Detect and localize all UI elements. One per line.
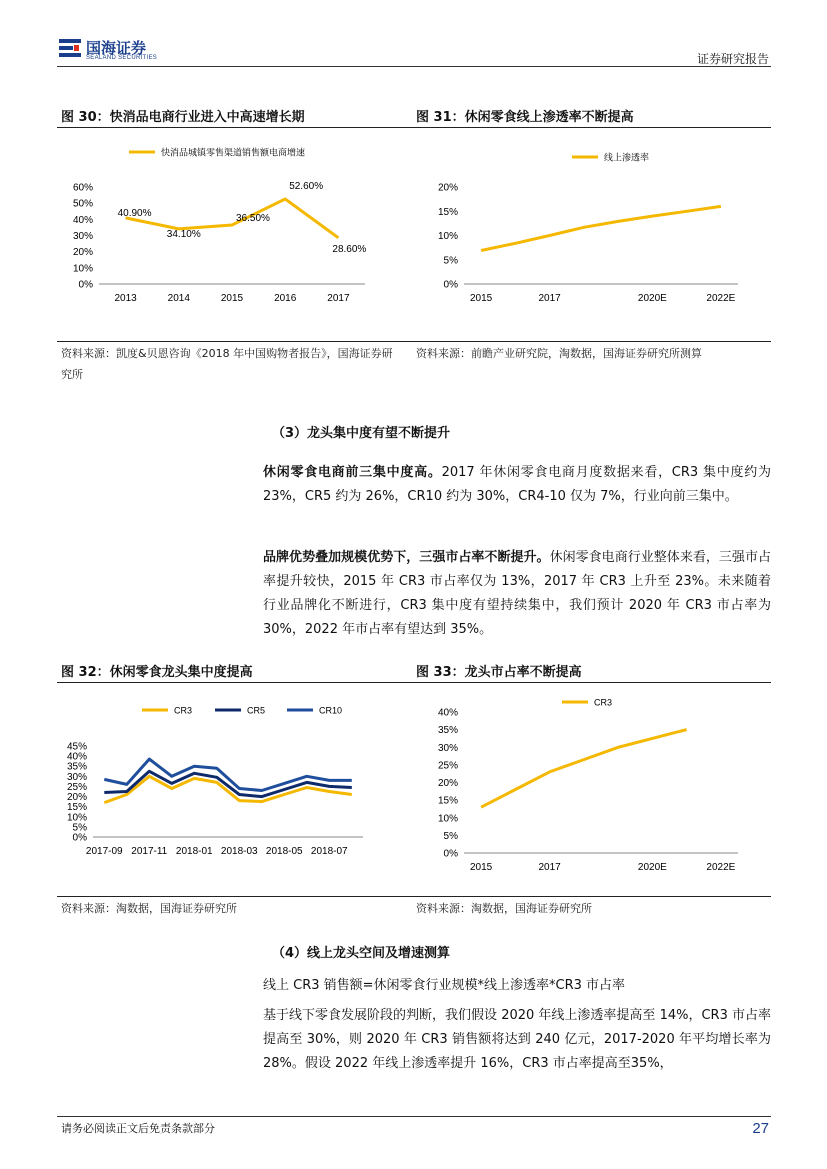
fig33-xtick-label: 2022E — [706, 862, 736, 873]
fig31-xtick-label: 2020E — [637, 293, 667, 304]
fig31-legend-label: 线上渗透率 — [604, 152, 650, 163]
section3-heading: （3）龙头集中度有望不断提升 — [272, 426, 451, 441]
fig32-ytick-label: 35% — [66, 761, 87, 773]
fig32-chart — [57, 685, 407, 865]
fig31-ytick-label: 10% — [437, 231, 458, 242]
fig30-data-label: 34.10% — [166, 228, 201, 240]
fig32-ytick-label: 25% — [66, 781, 87, 793]
fig32-ytick-label: 10% — [66, 812, 87, 824]
fig30-ytick-label: 40% — [72, 214, 93, 226]
fig30-ytick-label: 60% — [72, 182, 93, 194]
fig30-source: 资料来源：凯度&贝恩咨询《2018 年中国购物者报告》，国海证券研究所 — [61, 347, 393, 381]
fig33-xtick-label: 2020E — [637, 862, 667, 873]
fig30-data-label: 28.60% — [332, 243, 367, 255]
fig30-chart — [57, 130, 407, 340]
fig32-ytick-label: 20% — [66, 792, 87, 804]
fig31-series-line- — [481, 206, 721, 250]
fig30-xtick-label: 2017 — [327, 293, 350, 304]
footer-disclaimer: 请务必阅读正文后免责条款部分 — [61, 1122, 215, 1135]
footer-rule — [57, 1116, 771, 1117]
fig31-ytick-label: 15% — [437, 206, 458, 218]
fig32-legend-label: CR10 — [319, 705, 343, 716]
fig32-legend-label: CR5 — [247, 705, 266, 716]
fig30-xtick-label: 2016 — [274, 293, 297, 304]
fig30-ytick-label: 50% — [72, 198, 93, 210]
fig30-ytick-label: 10% — [72, 263, 93, 275]
section3-p2-body: 休闲零食电商行业整体来看，三强市占率提升较快，2015 年 CR3 市占率仅为 13%，2017 年 CR3 上升至 23%。未来随着行业品牌化不断进行，CR3 集中度有望持续集中，我们预计 2020 年 CR3 市占率为 30%，2022 年市占率有望达到 35%。 — [263, 550, 771, 637]
fig33-ytick-label: 15% — [437, 795, 458, 807]
section3-paragraph-1 — [263, 461, 771, 509]
fig31-chart — [412, 130, 771, 340]
fig31-ytick-label: 0% — [443, 279, 458, 291]
report-type: 证券研究报告 — [696, 52, 769, 66]
fig33-ytick-label: 30% — [437, 742, 458, 754]
fig32-xtick-label: 2017-09 — [85, 846, 123, 857]
fig33-ytick-label: 10% — [437, 813, 458, 825]
fig33-xtick-label: 2015 — [470, 862, 493, 873]
fig30-ytick-label: 20% — [72, 247, 93, 259]
fig33-legend-label: CR3 — [594, 697, 613, 708]
fig31-source: 资料来源：前瞻产业研究院，淘数据，国海证券研究所测算 — [416, 347, 702, 360]
fig32-ytick-label: 45% — [66, 741, 87, 753]
fig30-title: 图 30：快消品电商行业进入中高速增长期 — [61, 110, 305, 125]
fig33-chart — [412, 685, 771, 875]
fig30-legend-label: 快消品城镇零售渠道销售额电商增速 — [161, 147, 306, 158]
fig32-source: 资料来源：淘数据，国海证券研究所 — [61, 902, 237, 915]
fig33-ytick-label: 0% — [443, 848, 458, 860]
fig-row2-bottom-rule — [57, 896, 771, 897]
fig32-legend-label: CR3 — [174, 705, 193, 716]
fig31-xtick-label: 2015 — [470, 293, 493, 304]
fig33-title: 图 33：龙头市占率不断提高 — [416, 665, 582, 680]
fig30-ytick-label: 30% — [72, 231, 93, 242]
logo-text: 国海证券 — [86, 39, 147, 57]
fig33-ytick-label: 25% — [437, 760, 458, 772]
fig30-data-label: 36.50% — [236, 212, 270, 224]
fig33-ytick-label: 5% — [443, 830, 458, 842]
fig33-ytick-label: 20% — [437, 778, 458, 789]
fig33-ytick-label: 35% — [437, 725, 458, 737]
fig30-series-line- — [126, 199, 339, 238]
fig33-xtick-label: 2017 — [538, 862, 561, 873]
fig33-series-line-cr3 — [481, 730, 686, 808]
fig30-xtick-label: 2015 — [220, 293, 244, 304]
fig-row2-top-rule — [57, 682, 771, 683]
fig30-data-label: 40.90% — [117, 207, 152, 219]
fig32-ytick-label: 15% — [66, 802, 87, 814]
fig32-ytick-label: 5% — [72, 822, 87, 834]
fig-row1-bottom-rule — [57, 341, 771, 342]
fig31-ytick-label: 20% — [437, 182, 458, 194]
fig30-ytick-label: 0% — [78, 279, 93, 291]
fig32-xtick-label: 2018-07 — [310, 846, 348, 857]
fig32-ytick-label: 40% — [66, 751, 87, 763]
fig30-data-label: 52.60% — [289, 180, 324, 192]
section3-paragraph-2 — [263, 546, 771, 642]
section4-heading: （4）线上龙头空间及增速测算 — [272, 946, 451, 961]
section4-formula: 线上 CR3 销售额=休闲零食行业规模*线上渗透率*CR3 市占率 — [263, 978, 626, 993]
section4-paragraph-1: 基于线下零食发展阶段的判断，我们假设 2020 年线上渗透率提高至 14%，CR3 市占率提高至 30%，则 2020 年 CR3 销售额将达到 240 亿元，2017-2020 年平均增长率为 28%。假设 2022 年线上渗透率提升 16%，CR3 市占率提高至35%， — [263, 1008, 771, 1071]
fig32-xtick-label: 2017-11 — [131, 846, 168, 857]
section3-p1-body: 2017 年休闲零食电商月度数据来看，CR3 集中度约为 23%，CR5 约为 26%，CR10 约为 30%，CR4-10 仅为 7%，行业向前三集中。 — [263, 465, 771, 504]
fig30-xtick-label: 2013 — [114, 293, 137, 304]
fig32-xtick-label: 2018-03 — [220, 846, 258, 857]
fig32-title: 图 32：休闲零食龙头集中度提高 — [61, 665, 253, 680]
fig-row1-top-rule — [57, 127, 771, 128]
section3-p2-lead: 品牌优势叠加规模优势下，三强市占率不断提升。 — [263, 550, 550, 565]
fig31-title: 图 31：休闲零食线上渗透率不断提高 — [416, 110, 634, 125]
fig31-xtick-label: 2017 — [538, 293, 561, 304]
fig32-xtick-label: 2018-01 — [175, 846, 213, 857]
fig32-ytick-label: 30% — [66, 771, 87, 783]
fig32-ytick-label: 0% — [72, 832, 87, 844]
sealand-logo-icon — [59, 37, 81, 61]
logo-subtext: SEALAND SECURITIES — [86, 55, 158, 61]
section3-p1-lead: 休闲零食电商前三集中度高。 — [263, 465, 442, 480]
fig33-source: 资料来源：淘数据，国海证券研究所 — [416, 902, 592, 915]
fig32-xtick-label: 2018-05 — [265, 846, 303, 857]
fig30-xtick-label: 2014 — [167, 293, 190, 304]
fig31-xtick-label: 2022E — [706, 293, 736, 304]
fig33-ytick-label: 40% — [437, 707, 458, 719]
header-rule — [57, 66, 771, 67]
page-number: 27 — [752, 1120, 769, 1137]
fig31-ytick-label: 5% — [443, 255, 458, 267]
